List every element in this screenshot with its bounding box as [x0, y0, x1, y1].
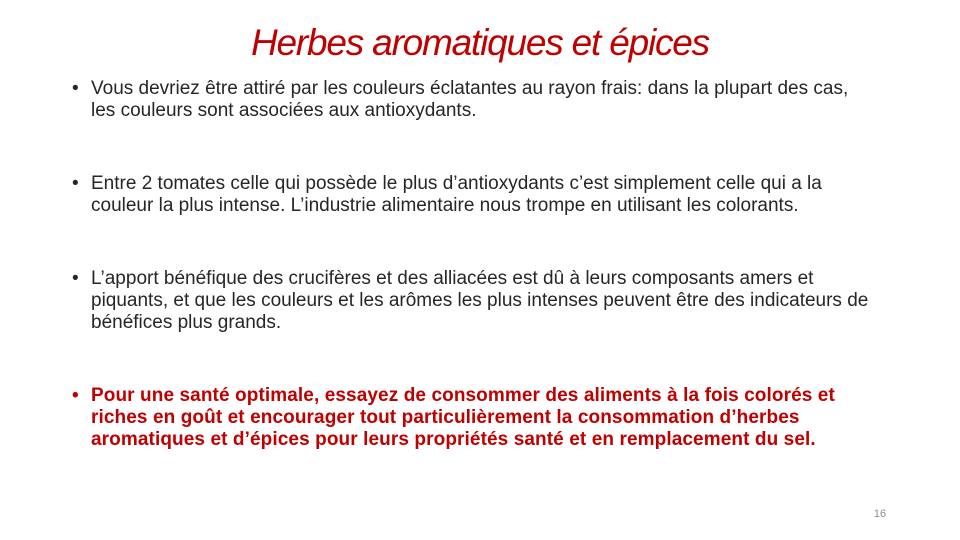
bullet-item-3: [72, 268, 872, 334]
bullet-text: L’apport bénéfique des crucifères et des alliacées est dû à leurs composants amers et piquants, et que les couleurs et les arômes les plus intenses peuvent être des indicateurs de bénéfices plus grands.: [91, 268, 869, 333]
bullet-text: Pour une santé optimale, essayez de consommer des aliments à la fois colorés et riches en goût et encourager tout particulièrement la consommation d’herbes aromatiques et d’épices pour leurs propriétés santé et en remplacement du sel.: [91, 385, 835, 450]
bullet-text: Entre 2 tomates celle qui possède le plus d’antioxydants c’est simplement celle qui a la couleur la plus intense. L’industrie alimentaire nous trompe en utilisant les colorants.: [91, 173, 822, 216]
bullet-item-4-highlighted: [72, 385, 872, 451]
bullet-item-2: [72, 173, 872, 217]
bullet-marker: •: [72, 268, 79, 289]
slide-title: Herbes aromatiques et épices: [251, 22, 709, 63]
bullet-marker: •: [72, 78, 79, 99]
bullet-marker: •: [72, 173, 79, 194]
bullet-text: Vous devriez être attiré par les couleurs éclatantes au rayon frais: dans la plupart des cas, les couleurs sont associées aux antioxydants.: [91, 78, 849, 121]
bullet-marker: •: [72, 385, 79, 406]
page-number: 16: [873, 508, 887, 520]
bullet-item-1: [72, 78, 872, 122]
bullet-list: [72, 78, 872, 451]
